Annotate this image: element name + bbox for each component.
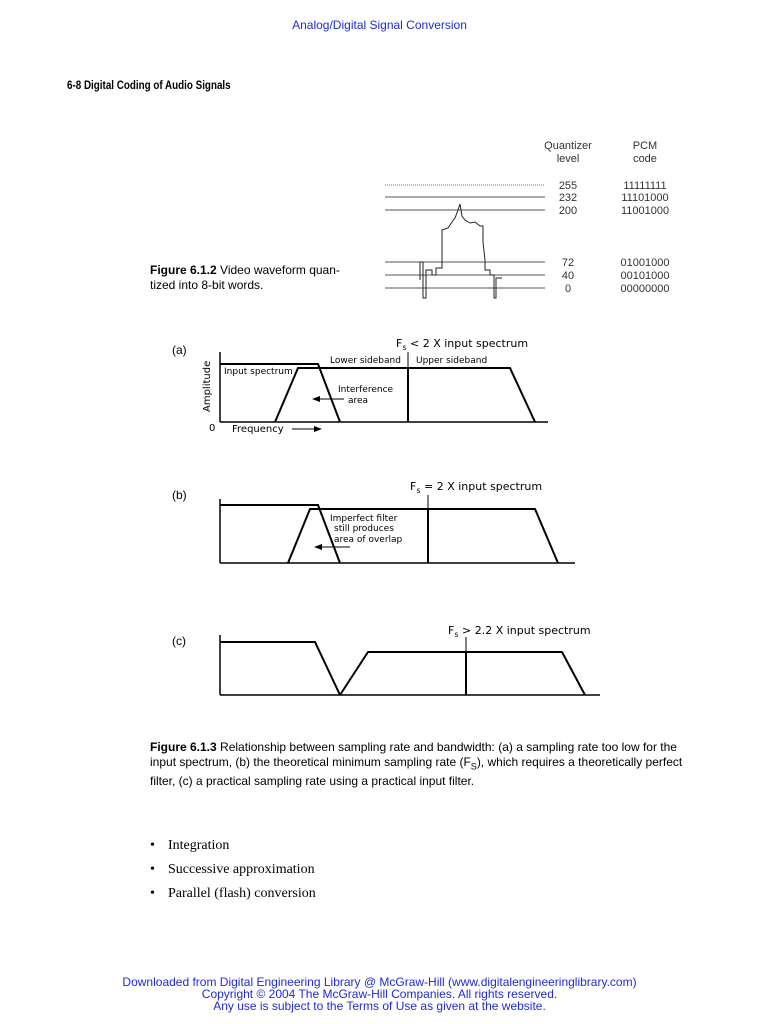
figure-6-1-3-caption-sub: S (470, 761, 477, 772)
figure-6-1-3-caption-text-1: Relationship between sampling rate and bandwidth: (a) a sampling rate too low for the input spectrum, (b) the theoretical minimum sampling rate (F (150, 740, 677, 769)
pcm-code: 11101000 (621, 192, 669, 204)
panel-c-label: (c) (172, 634, 186, 648)
quantizer-level: 232 (558, 192, 578, 204)
list-item-text: Integration (168, 838, 230, 853)
list-item-text: Parallel (flash) conversion (168, 886, 316, 901)
panel-b-upper-sideband (428, 509, 558, 563)
figure-6-1-3-caption (150, 740, 695, 789)
quantizer-level: 200 (558, 205, 578, 217)
footer-download-link[interactable]: Downloaded from Digital Engineering Library @ McGraw-Hill (www.digitalengineeringlibrary.com) (122, 975, 637, 989)
panel-a-x-axis-label: Frequency (232, 424, 284, 435)
pcm-code: 11001000 (620, 205, 670, 217)
panel-c-lower-sideband (340, 652, 466, 695)
list-item-text: Successive approximation (168, 862, 315, 877)
list-item (150, 862, 316, 886)
bullet-icon: • (150, 838, 155, 853)
bullet-icon: • (150, 862, 155, 877)
panel-a-label: (a) (172, 343, 187, 357)
panel-a-y-axis-label: Amplitude (202, 360, 213, 412)
figure-6-1-2-label: Figure 6.1.2 (150, 263, 217, 277)
panel-a-interference-label-2: area (348, 396, 369, 406)
panel-a-input-spectrum-label: Input spectrum (224, 367, 293, 377)
panel-a-upper-sideband (408, 368, 535, 422)
panel-c-input-spectrum (220, 642, 340, 695)
panel-a-upper-sideband-label: Upper sideband (416, 356, 488, 366)
quantizer-header-line2: level (556, 153, 580, 165)
quantizer-header-line1: Quantizer (544, 140, 592, 152)
quantizer-level: 255 (558, 180, 578, 192)
pcm-code: 11111111 (623, 180, 667, 192)
pcm-header-line1: PCM (632, 140, 658, 152)
panel-a-arrowhead (312, 396, 320, 402)
figure-6-1-3-label: Figure 6.1.3 (150, 740, 217, 754)
footer-terms-link[interactable]: Any use is subject to the Terms of Use as given at the website. (213, 999, 546, 1013)
panel-b-label: (b) (172, 488, 187, 502)
quantizer-level: 0 (564, 283, 572, 295)
pcm-code: 01001000 (620, 257, 670, 269)
figure-6-1-2-diagram (380, 130, 700, 305)
quantizer-level: 40 (561, 270, 575, 282)
panel-b-input-spectrum (220, 505, 340, 563)
panel-a-lower-sideband (275, 368, 408, 422)
panel-b-note-line1: Imperfect filter (330, 514, 398, 524)
footer-copyright-link[interactable]: Copyright © 2004 The McGraw-Hill Companies. All rights reserved. (201, 987, 558, 1001)
figure-6-1-3-caption-text-2: ), which requires a theoretically perfect filter, (c) a practical sampling rate using a practical input filter. (150, 755, 683, 789)
panel-a-frequency-arrowhead (314, 426, 322, 432)
panel-b-arrowhead (314, 544, 322, 550)
quantizer-level: 72 (561, 257, 575, 269)
panel-b-diagram (200, 475, 580, 570)
panel-b-title: $F_s = 2$ X input spectrum (410, 480, 543, 495)
pcm-code: 00101000 (620, 270, 670, 282)
panel-c-upper-sideband (466, 652, 585, 695)
pcm-header-line2: code (633, 153, 657, 165)
running-header-link[interactable]: Analog/Digital Signal Conversion (292, 18, 467, 32)
footer (0, 976, 759, 1012)
video-waveform (420, 204, 502, 298)
panel-a-diagram (200, 330, 560, 440)
panel-b-note-line2: still produces (334, 524, 394, 534)
pcm-code: 00000000 (620, 283, 670, 295)
list-item (150, 886, 316, 910)
panel-a-interference-label: Interference (338, 385, 394, 395)
section-title: 6-8 Digital Coding of Audio Signals (67, 78, 231, 92)
list-item (150, 838, 316, 862)
figure-6-1-2-caption (150, 263, 360, 293)
panel-a-title: $F_s < 2$ X input spectrum (396, 337, 529, 352)
bullet-icon: • (150, 886, 155, 901)
figure-6-1-2-caption-text: Video waveform quan-tized into 8-bit words. (150, 263, 340, 292)
conversion-methods-list (150, 838, 316, 910)
panel-a-lower-sideband-label: Lower sideband (330, 356, 401, 366)
panel-a-origin-label: 0 (209, 423, 216, 434)
panel-c-diagram (200, 615, 605, 700)
panel-c-title: $F_s > 2.2$ X input spectrum (448, 624, 591, 639)
panel-b-note-line3: area of overlap (334, 535, 403, 545)
